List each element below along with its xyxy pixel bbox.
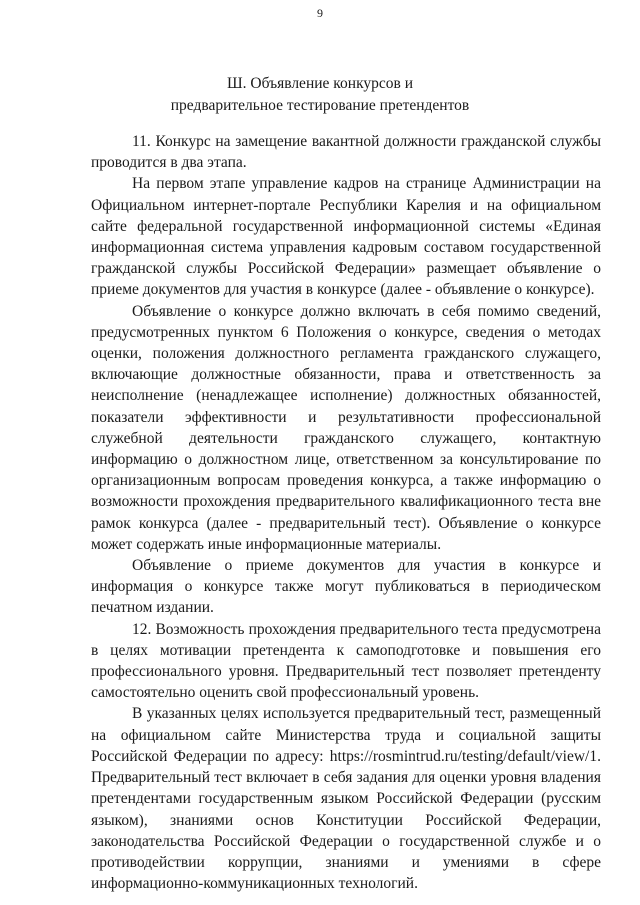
page-number: 9 — [317, 6, 323, 20]
section-heading — [0, 73, 640, 117]
paragraph-announcement-content: Объявление о конкурсе должно включать в себя помимо сведений, предусмотренных пунктом 6 Положения о конкурсе, сведения о методах оценки, положения должностного регламента гражданского служащего, включающие должностные обязанности, права и ответственность за неисполнение (ненадлежащее исполнение) должностных обязанностей, показатели эффективности и результативности профессиональной служебной деятельности гражданского служащего, контактную информацию о должностном лице, ответственном за консультирование по организационным вопросам проведения конкурса, а также информацию о возможности прохождения предварительного квалификационного теста вне рамок конкурса (далее - предварительный тест). Объявление о конкурсе может содержать иные информационные материалы. — [91, 302, 601, 553]
section-title-line-2: предварительное тестирование претендентов — [170, 97, 470, 114]
paragraph-first-stage: На первом этапе управление кадров на странице Администрации на Официальном интернет-портале Республики Карелия и на официальном сайте федеральной государственной информационной системы «Единая информационная система управления кадровым составом государственной гражданской службы Российской Федерации» размещает объявление о приеме документов для участия в конкурсе (далее - объявление о конкурсе). — [91, 175, 601, 299]
paragraph-11: 11. Конкурс на замещение вакантной должности гражданской службы проводится в два этапа. — [91, 133, 601, 172]
paragraph-12: 12. Возможность прохождения предварительного теста предусмотрена в целях мотивации претендента к самоподготовке и повышения его профессионального уровня. Предварительный тест позволяет претенденту самостоятельно оценить свой профессиональный уровень. — [91, 620, 601, 702]
document-body — [91, 131, 601, 894]
section-title-line-1: Ш. Объявление конкурсов и — [226, 75, 413, 92]
paragraph-preliminary-test: В указанных целях используется предварительный тест, размещенный на официальном сайте Министерства труда и социальной защиты Российской Федерации по адресу: https://rosmintrud.ru/testing/default/view/1. Предварительный тест включает в себя задания для оценки уровня владения претендентами государственным языком Российской Федерации (русским языком), знаниями основ Конституции Российской Федерации, законодательства Российской Федерации о государственной службе и о противодействии коррупции, знаниями и умениями в сфере информационно-коммуникационных технологий. — [91, 705, 601, 893]
paragraph-periodical: Объявление о приеме документов для участия в конкурсе и информация о конкурсе также могут публиковаться в периодическом печатном издании. — [91, 557, 601, 617]
